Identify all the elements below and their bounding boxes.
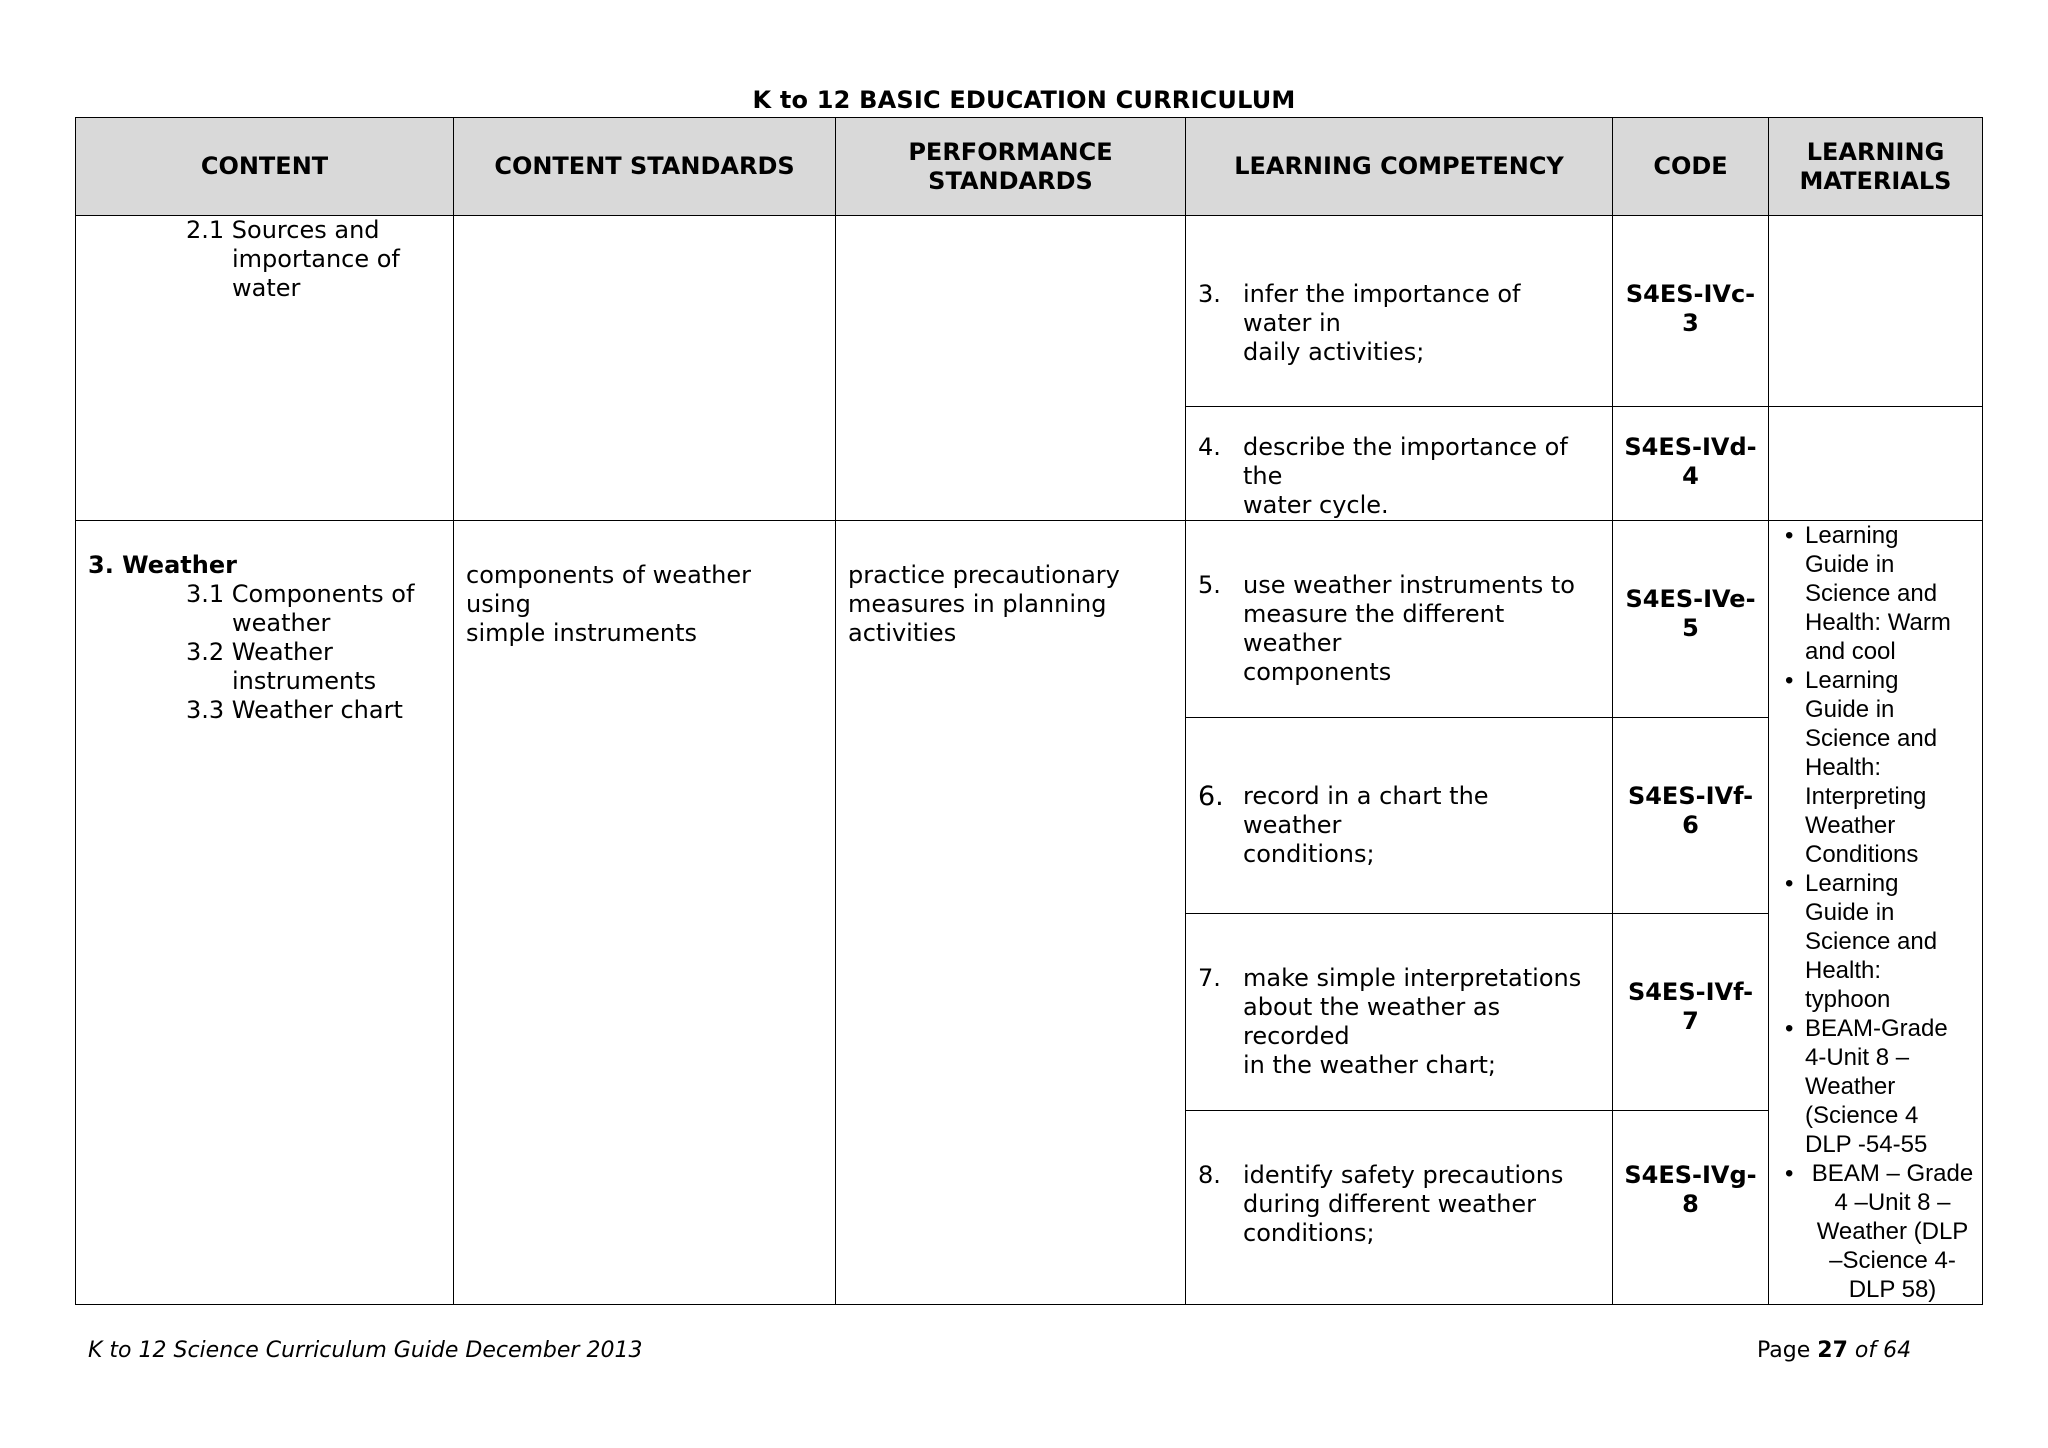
header-learning-materials (1769, 118, 1983, 216)
code-cell (1613, 1110, 1769, 1305)
content-line: 3.1 Components of (186, 580, 415, 608)
content-standards-cell (454, 521, 836, 1305)
competency-text (1243, 964, 1592, 1080)
code-cell (1613, 216, 1769, 407)
content-cell-weather (76, 521, 454, 1305)
competency-cell (1186, 914, 1613, 1111)
competency-line: identify safety precautions (1243, 1160, 1564, 1189)
bullet-icon: • (1785, 1160, 1794, 1187)
code-value (1619, 718, 1762, 840)
header-materials-line1: LEARNING (1806, 137, 1945, 166)
competency-item (1186, 718, 1612, 869)
page-number: 27 (1817, 1338, 1848, 1363)
competency-line: daily activities; (1243, 338, 1425, 366)
code-cell (1613, 717, 1769, 914)
learning-material-line: and cool (1805, 638, 1896, 665)
learning-material-line: DLP 58) (1848, 1276, 1937, 1303)
learning-material-item (1785, 869, 1976, 1014)
footer-guide-title: K to 12 Science Curriculum Guide December 2013 (88, 1338, 643, 1363)
competency-item (1186, 1111, 1612, 1248)
code-cell (1613, 914, 1769, 1111)
learning-material-item (1785, 1014, 1976, 1159)
learning-material-line: Health: (1805, 754, 1882, 781)
code-value (1619, 216, 1762, 338)
learning-materials-list (1785, 521, 1976, 1304)
bullet-icon: • (1785, 667, 1794, 694)
competency-cell (1186, 521, 1613, 718)
learning-material-item (1785, 521, 1976, 666)
competency-cell (1186, 717, 1613, 914)
learning-material-line: Guide in (1805, 696, 1895, 723)
code-line: S4ES-IVf- (1627, 978, 1754, 1006)
learning-material-line: BEAM-Grade (1805, 1015, 1948, 1042)
code-line: 7 (1682, 1007, 1699, 1035)
materials-cell (1769, 216, 1983, 407)
competency-line: about the weather as recorded (1243, 993, 1501, 1050)
performance-standard-line: measures in planning (848, 590, 1107, 618)
competency-number: 7. (1198, 964, 1221, 992)
content-standards-cell (454, 216, 836, 521)
learning-material-line: Interpreting (1805, 783, 1927, 810)
bullet-icon: • (1785, 522, 1794, 549)
learning-material-line: typhoon (1805, 986, 1891, 1013)
table-row (76, 521, 1983, 718)
competency-text (1243, 782, 1592, 869)
learning-material-line: 4-Unit 8 – (1805, 1044, 1910, 1071)
learning-material-line: Guide in (1805, 551, 1895, 578)
competency-text (1243, 571, 1592, 687)
content-line: 3.2 Weather (186, 638, 333, 666)
content-standard-line: simple instruments (466, 619, 697, 647)
learning-material-line: Learning (1805, 870, 1899, 897)
code-line: 4 (1682, 462, 1699, 490)
competency-line: use weather instruments to (1243, 571, 1575, 599)
code-line: S4ES-IVd- (1624, 433, 1757, 461)
competency-number: 4. (1198, 433, 1221, 461)
code-line: S4ES-IVc- (1625, 280, 1756, 308)
competency-text (1243, 280, 1592, 367)
learning-material-line: Weather (1805, 812, 1896, 839)
competency-number: 3. (1198, 280, 1221, 308)
learning-materials-cell (1769, 521, 1983, 1305)
header-row (76, 118, 1983, 216)
header-performance-line1: PERFORMANCE (908, 137, 1113, 166)
content-line: weather (232, 609, 331, 637)
learning-material-line: (Science 4 (1805, 1102, 1919, 1129)
competency-number: 6. (1198, 780, 1224, 812)
content-block (88, 521, 453, 725)
learning-material-line: Science and (1805, 725, 1938, 752)
header-learning-competency: LEARNING COMPETENCY (1186, 118, 1613, 216)
performance-standards-cell (836, 521, 1186, 1305)
curriculum-table (75, 117, 1983, 1305)
competency-line: describe the importance of the (1243, 433, 1568, 490)
learning-material-line: Learning (1805, 667, 1899, 694)
competency-item (1186, 407, 1612, 520)
page-label: Page (1757, 1338, 1811, 1363)
code-line: 6 (1682, 810, 1699, 839)
competency-line: water cycle. (1243, 491, 1389, 519)
header-content-standards: CONTENT STANDARDS (454, 118, 836, 216)
header-performance-standards (836, 118, 1186, 216)
content-line: water (232, 274, 301, 302)
learning-material-line: Weather (DLP (1816, 1218, 1969, 1245)
content-line: instruments (232, 667, 377, 695)
learning-material-line: Conditions (1805, 841, 1919, 868)
content-heading: 3. Weather (88, 551, 237, 579)
learning-material-line: Health: Warm (1805, 609, 1951, 636)
learning-material-line: Science and (1805, 928, 1938, 955)
code-cell (1613, 521, 1769, 718)
code-value (1619, 914, 1762, 1036)
content-line: 2.1 Sources and (186, 216, 380, 244)
code-line: 3 (1682, 309, 1699, 337)
learning-material-item (1785, 666, 1976, 869)
code-cell (1613, 407, 1769, 521)
content-line: 3.3 Weather chart (186, 696, 403, 724)
learning-material-line: –Science 4- (1829, 1247, 1956, 1274)
header-code: CODE (1613, 118, 1769, 216)
code-line: S4ES-IVf- (1627, 781, 1754, 810)
bullet-icon: • (1785, 1015, 1794, 1042)
learning-material-line: Health: (1805, 957, 1882, 984)
learning-material-line: Weather (1805, 1073, 1896, 1100)
code-line: 5 (1682, 614, 1699, 642)
header-materials-line2: MATERIALS (1799, 166, 1952, 195)
code-line: S4ES-IVg- (1624, 1160, 1757, 1189)
competency-line: during different weather (1243, 1189, 1536, 1218)
competency-cell (1186, 216, 1613, 407)
learning-material-item (1785, 1159, 1976, 1304)
content-line: importance of (232, 245, 400, 273)
performance-standard-line: activities (848, 619, 957, 647)
content-cell-water (76, 216, 454, 521)
competency-item (1186, 914, 1612, 1080)
learning-material-line: Science and (1805, 580, 1938, 607)
competency-line: conditions; (1243, 839, 1375, 868)
competency-text (1243, 433, 1592, 520)
competency-line: conditions; (1243, 1218, 1375, 1247)
performance-standard-line: practice precautionary (848, 561, 1120, 589)
table-row (76, 216, 1983, 407)
learning-material-line: 4 –Unit 8 – (1834, 1189, 1951, 1216)
code-value (1619, 521, 1762, 643)
document-title: K to 12 BASIC EDUCATION CURRICULUM (752, 86, 1296, 114)
code-line: S4ES-IVe- (1625, 585, 1756, 613)
header-content: CONTENT (76, 118, 454, 216)
content-standard-line: components of weather using (466, 561, 752, 618)
code-line: 8 (1682, 1189, 1699, 1218)
learning-material-line: Learning (1805, 522, 1899, 549)
materials-cell (1769, 407, 1983, 521)
bullet-icon: • (1785, 870, 1794, 897)
competency-item (1186, 216, 1612, 367)
competency-text (1243, 1161, 1592, 1248)
competency-line: make simple interpretations (1243, 964, 1582, 992)
competency-item (1186, 521, 1612, 687)
competency-line: record in a chart the weather (1243, 781, 1489, 839)
competency-line: measure the different weather (1243, 600, 1505, 657)
performance-standards-cell (836, 216, 1186, 521)
competency-number: 5. (1198, 571, 1221, 599)
page-total: of 64 (1854, 1338, 1912, 1363)
learning-material-line: Guide in (1805, 899, 1895, 926)
competency-number: 8. (1198, 1160, 1221, 1189)
competency-cell (1186, 1110, 1613, 1305)
code-value (1619, 407, 1762, 491)
competency-line: components (1243, 658, 1392, 686)
learning-material-line: BEAM – Grade (1811, 1160, 1974, 1187)
header-performance-line2: STANDARDS (928, 166, 1093, 195)
competency-line: infer the importance of water in (1243, 280, 1521, 337)
code-value (1619, 1111, 1762, 1219)
competency-cell (1186, 407, 1613, 521)
learning-material-line: DLP -54-55 (1805, 1131, 1928, 1158)
competency-line: in the weather chart; (1243, 1051, 1496, 1079)
footer-page-number (1757, 1338, 1911, 1363)
